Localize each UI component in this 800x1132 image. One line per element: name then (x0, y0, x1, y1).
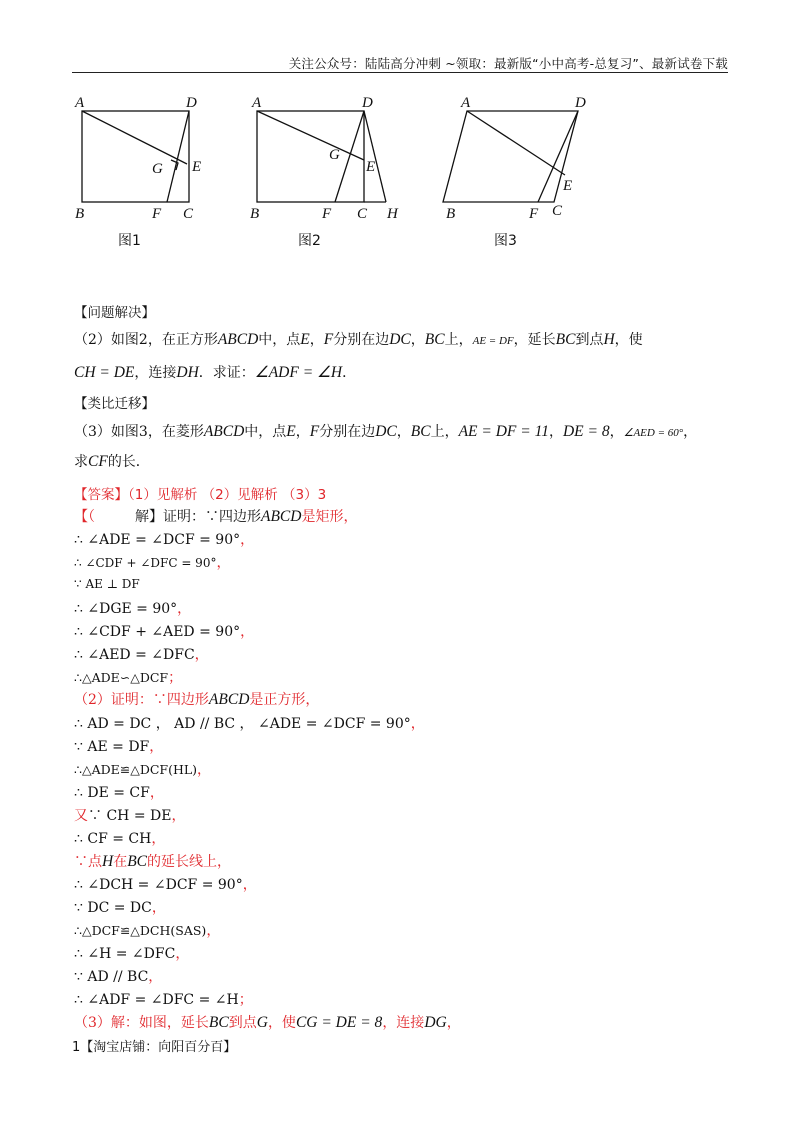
fig2-label-h: H (387, 206, 398, 222)
section-problem-solving: 【问题解决】 (74, 305, 155, 321)
sol-var: DG (424, 1014, 447, 1031)
sol-punct: ， (175, 946, 190, 962)
sol-text: 是矩形， (301, 509, 358, 525)
sol-text: 到点 (228, 1015, 257, 1031)
solution2-head (74, 689, 319, 709)
solution2-line10 (74, 920, 220, 940)
sol-text: ，使 (267, 1015, 296, 1031)
page-header (72, 52, 728, 73)
page-footer: 1【淘宝店铺：向阳百分百】 (72, 1040, 237, 1055)
fig1-label-g: G (152, 161, 163, 177)
fig3-label-a: A (461, 95, 471, 111)
fig3-label-f: F (529, 206, 539, 222)
solution1-head (74, 506, 357, 526)
fig2-label-d: D (362, 95, 373, 111)
sol-formula: ∵ AE = DF (74, 739, 150, 755)
sol-formula: ∴△DCF≌△DCH(SAS) (74, 923, 207, 938)
p3-text: （3）如图3，在菱形 (74, 424, 204, 440)
fig3-label-c: C (552, 203, 563, 219)
solution3-line1 (74, 1012, 461, 1032)
sol-punct: ， (171, 808, 186, 824)
sol-punct: ， (240, 624, 255, 640)
solution2-line8 (74, 874, 257, 894)
p2-text: ， (309, 332, 324, 348)
section-analogy-transfer: 【类比迁移】 (74, 396, 155, 412)
sol-formula: ∵ AE ⊥ DF (74, 577, 140, 591)
sol-punct: ， (410, 716, 425, 732)
answer-summary: 【答案】（1）见解析 （2）见解析 （3）3 (74, 487, 327, 503)
p2-formula: CH = DE (74, 364, 135, 381)
p2-var: BC (555, 331, 576, 348)
sol-text: 是正方形， (249, 692, 320, 708)
p2-formula: AE = DF (472, 335, 514, 347)
fig2-label-g: G (329, 147, 340, 163)
p3-var: DC (375, 423, 397, 440)
sol-var: BC (127, 853, 148, 870)
sol-text: 【（ (74, 509, 95, 525)
fig3-line-ae (467, 111, 565, 175)
sol-formula: ∵ AD // BC (74, 969, 149, 985)
sol-punct: ， (148, 969, 163, 985)
solution2-line13 (74, 989, 253, 1009)
sol-punct: ， (240, 532, 255, 548)
solution1-line3 (74, 576, 140, 592)
sol-formula: ∴ ∠AED = ∠DFC (74, 647, 195, 663)
solution2-line7 (74, 851, 231, 871)
solution1-line6 (74, 644, 209, 664)
solution1-line5 (74, 621, 254, 641)
p2-text: ，使 (614, 332, 643, 348)
fig2-square (257, 111, 364, 202)
sol-punct: ， (216, 555, 231, 571)
fig1-caption: 图1 (118, 233, 141, 249)
solution1-line7 (74, 667, 182, 687)
sol-punct: ； (168, 670, 183, 686)
fig1-line-ae (82, 111, 187, 164)
sol-text: 的延长线上， (147, 854, 232, 870)
sol-formula: ∵ CH = DE (88, 808, 172, 824)
fig2-label-e: E (366, 159, 376, 175)
p3-var: BC (410, 423, 431, 440)
p2-text: ，连接 (134, 365, 177, 381)
sol-punct: ， (151, 900, 166, 916)
fig3-label-e: E (563, 178, 573, 194)
sol-text: 在 (113, 854, 128, 870)
sol-punct: ， (242, 877, 257, 893)
geometry-figures (60, 88, 620, 258)
fig2-line-ae (257, 111, 364, 160)
sol-formula: ∴ ∠CDF + ∠AED = 90° (74, 624, 241, 640)
solution2-line11 (74, 943, 189, 963)
sol-formula: CG = DE = 8 (295, 1014, 383, 1031)
p3-formula: AE = DF = 11 (458, 423, 549, 440)
sol-text: 解】证明：∵四边形 (135, 509, 261, 525)
fig1-label-f: F (152, 206, 162, 222)
sol-text: ∵点 (74, 854, 102, 870)
sol-formula: ∴ ∠ADF = ∠DFC = ∠H (74, 992, 239, 1008)
solution2-line3 (74, 759, 211, 779)
p2-text: ．求证： (198, 365, 255, 381)
p3-var: E (286, 423, 296, 440)
sol-formula: ∵ DC = DC (74, 900, 152, 916)
solution2-line2 (74, 736, 163, 756)
p3-text: 的长． (107, 454, 150, 470)
sol-formula: ∴ DE = CF (74, 785, 150, 801)
sol-var: ABCD (208, 691, 250, 708)
fig2-label-f: F (322, 206, 332, 222)
fig3-caption: 图3 (494, 233, 517, 249)
sol-formula: ∴ ∠CDF + ∠DFC = 90° (74, 556, 217, 570)
fig2-line-dh (364, 111, 386, 202)
fig1-label-d: D (186, 95, 197, 111)
p3-var: ABCD (203, 423, 245, 440)
p3-var: CF (88, 453, 108, 470)
sol-var: H (102, 853, 114, 870)
solution2-line5 (74, 805, 185, 825)
sol-formula: ∴ ∠DCH = ∠DCF = 90° (74, 877, 243, 893)
sol-punct: ， (149, 785, 164, 801)
sol-text: （2）证明：∵四边形 (74, 692, 209, 708)
p2-text: （2）如图2，在正方形 (74, 332, 218, 348)
fig1-line-df (167, 111, 189, 202)
fig1-label-a: A (75, 95, 85, 111)
p3-text: ， (295, 424, 310, 440)
p2-text: 中，点 (258, 332, 301, 348)
p2-formula: ∠ADF = ∠H (254, 364, 343, 381)
p2-text: ． (342, 365, 357, 381)
fig1-label-c: C (183, 206, 194, 222)
p3-text: 求 (74, 454, 88, 470)
sol-formula: ∴ ∠DGE = 90° (74, 601, 178, 617)
sol-text: ，连接 (382, 1015, 425, 1031)
sol-text: （3）解：如图，延长 (74, 1015, 209, 1031)
p2-text: ， (410, 332, 425, 348)
fig1-label-e: E (192, 159, 202, 175)
solution2-line6 (74, 828, 165, 848)
fig3-label-d: D (575, 95, 586, 111)
fig2-caption: 图2 (298, 233, 321, 249)
p2-var: E (300, 331, 310, 348)
p3-text: ， (396, 424, 411, 440)
p2-text: 到点 (575, 332, 604, 348)
sol-var: BC (208, 1014, 229, 1031)
header-text: 关注公众号：陆陆高分冲刺 ~领取：最新版“小中高考-总复习”、最新试卷下载 (288, 56, 728, 71)
solution2-line1 (74, 713, 425, 733)
p3-text: ， (548, 424, 563, 440)
p2-var: DH (176, 364, 199, 381)
sol-text: ， (446, 1015, 461, 1031)
problem2-line1 (74, 329, 643, 349)
solution1-line4 (74, 598, 191, 618)
sol-var: G (256, 1014, 268, 1031)
p3-text: 分别在边 (319, 424, 376, 440)
sol-formula: ∴ ∠H = ∠DFC (74, 946, 176, 962)
p3-text: 中，点 (244, 424, 287, 440)
sol-punct: ， (177, 601, 192, 617)
sol-punct: ； (238, 992, 253, 1008)
p2-text: 分别在边 (333, 332, 390, 348)
sol-text: 又 (74, 808, 88, 824)
fig2-label-b: B (250, 206, 260, 222)
sol-formula: ∴△ADE≌△DCF(HL) (74, 762, 198, 777)
solution1-line1 (74, 529, 254, 549)
p2-var: BC (424, 331, 445, 348)
problem3-line2 (74, 451, 150, 471)
sol-punct: ， (206, 923, 221, 939)
p3-text: ， (683, 424, 698, 440)
p3-text: 上， (430, 424, 459, 440)
p2-var: H (603, 331, 615, 348)
sol-var: ABCD (261, 508, 302, 525)
sol-punct: ， (197, 762, 212, 778)
fig3-label-b: B (446, 206, 456, 222)
sol-punct: ， (149, 739, 164, 755)
problem3-line1 (74, 421, 697, 441)
solution2-line9 (74, 897, 166, 917)
sol-punct: ， (151, 831, 166, 847)
p2-var: F (323, 331, 334, 348)
fig2-label-a: A (252, 95, 262, 111)
p3-formula: DE = 8 (562, 423, 610, 440)
p2-text: 上， (444, 332, 473, 348)
solution2-line12 (74, 966, 162, 986)
sol-punct: ， (194, 647, 209, 663)
p3-var: F (309, 423, 320, 440)
sol-formula: ∴ ∠ADE = ∠DCF = 90° (74, 532, 241, 548)
p3-text: ， (609, 424, 624, 440)
p2-var: ABCD (217, 331, 259, 348)
sol-formula: ∴ AD = DC ， AD // BC ， ∠ADE = ∠DCF = 90° (74, 716, 411, 732)
p2-var: DC (389, 331, 411, 348)
fig2-label-c: C (357, 206, 368, 222)
sol-formula: ∴△ADE∽△DCF (74, 670, 169, 685)
fig1-label-b: B (75, 206, 85, 222)
sol-formula: ∴ CF = CH (74, 831, 152, 847)
p2-text: ，延长 (513, 332, 556, 348)
problem2-line2 (74, 362, 356, 382)
solution1-line2 (74, 552, 230, 572)
solution2-line4 (74, 782, 164, 802)
p3-formula: ∠AED = 60° (623, 427, 684, 439)
